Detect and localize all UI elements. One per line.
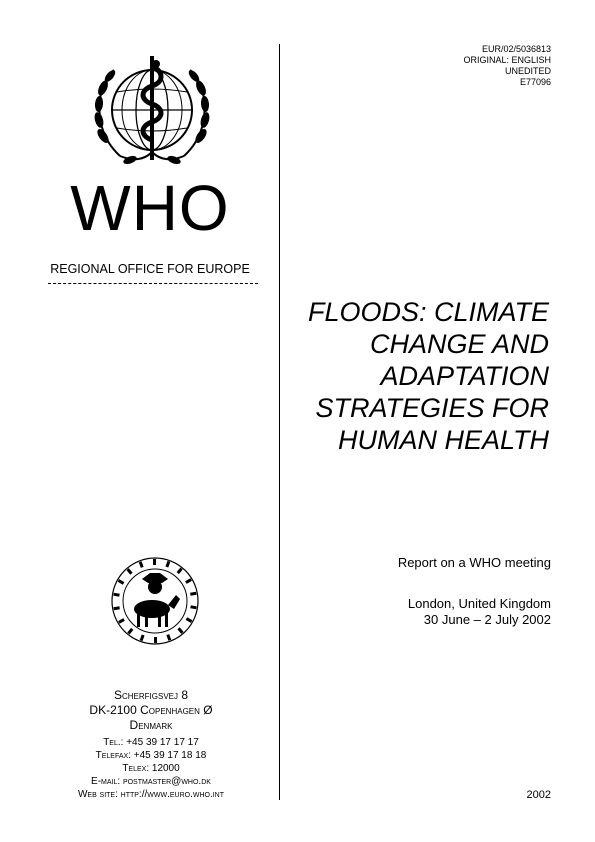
address-street: Scherfigsvej 8 [113,688,189,702]
document-title [279,296,549,456]
regional-office-label: REGIONAL OFFICE FOR EUROPE [50,262,250,276]
who-emblem-icon [90,52,214,168]
title-line: HUMAN HEALTH [337,425,549,455]
report-subtitle: Report on a WHO meeting [397,555,551,570]
email: E-mail: postmaster@who.dk [91,776,211,787]
doc-number: EUR/02/5036813 [481,44,551,54]
address-country: Denmark [129,718,173,732]
address-block [40,688,262,801]
doc-code: E77096 [519,77,551,87]
title-line: CHANGE AND [369,329,549,359]
dashed-separator [48,283,258,284]
meeting-details [408,596,551,628]
title-line: ADAPTATION [380,361,549,391]
lshtm-seal-icon [100,555,210,647]
publication-year: 2002 [526,789,551,801]
document-reference [463,44,551,88]
telex: Telex: 12000 [122,763,180,774]
website: Web site: http://www.euro.who.int [77,789,225,800]
title-line: FLOODS: CLIMATE [307,297,549,327]
address-city: DK-2100 Copenhagen Ø [89,703,213,717]
meeting-location: London, United Kingdom [407,596,551,611]
telefax: Telefax: +45 39 17 18 18 [95,750,207,761]
telephone: Tel.: +45 39 17 17 17 [103,737,199,748]
title-line: STRATEGIES FOR [315,393,549,423]
original-language: ORIGINAL: ENGLISH [463,55,551,65]
organization-acronym: WHO [70,172,230,244]
edit-status: UNEDITED [504,66,551,76]
meeting-dates: 30 June – 2 July 2002 [423,612,551,627]
